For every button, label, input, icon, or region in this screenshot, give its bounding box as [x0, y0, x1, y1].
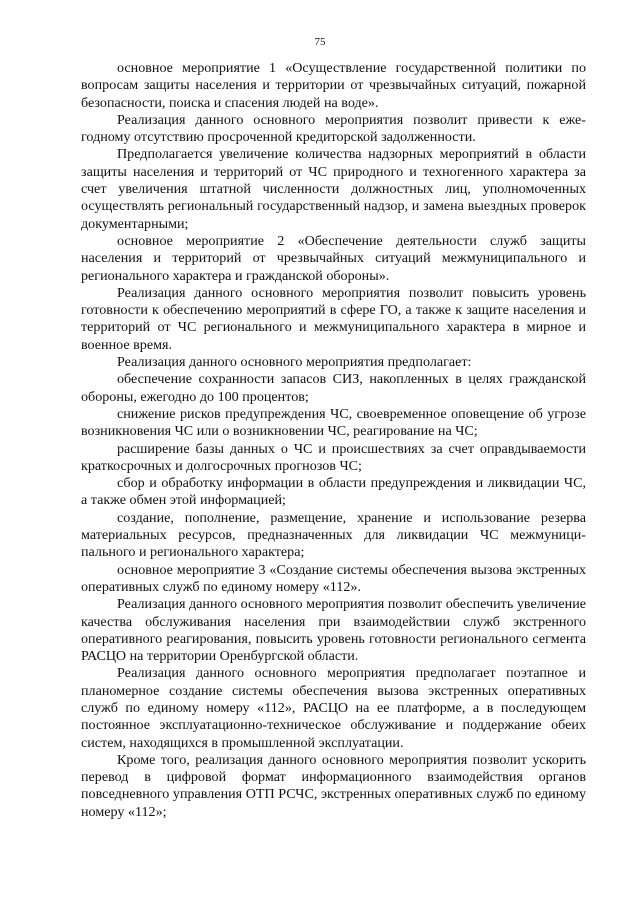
paragraph: Реализация данного основного мероприятия предполагает:	[117, 354, 472, 371]
paragraph: Реализация данного основного мероприятия позволит повысить уровень готовности к обеспечению мероприятий в сфере ГО, а также к защите населения и территорий от ЧС регионального и межмуниципального характера в мирное и военное время.	[81, 284, 586, 353]
page-number: 75	[314, 36, 326, 48]
paragraph: Предполагается увеличение количества надзорных мероприятий в области защиты населения и территорий от ЧС природного и техногенного характера за счет увеличения штатной численности должностных лиц, уполномоченных осуществлять региональный государственный надзор, и замена выездных проверок документарными;	[81, 146, 586, 232]
paragraph: основное мероприятие 2 «Обеспечение деятельности служб защиты населения и территорий от чрезвычайных ситуаций межмуниципального и регионального характера и гражданской обороны».	[81, 232, 586, 284]
paragraph: основное мероприятие 3 «Создание системы обеспечения вызова экстренных оперативных служб по единому номеру «112».	[81, 561, 586, 595]
paragraph: создание, пополнение, размещение, хранение и использование резерва материальных ресурсов, предназначенных для ликвидации ЧС межмуниципального и регионального характера;	[81, 509, 586, 561]
paragraph: расширение базы данных о ЧС и происшествиях за счет оправдываемости краткосрочных и долгосрочных прогнозов ЧС;	[81, 440, 586, 474]
body-text	[81, 60, 586, 821]
paragraph: Кроме того, реализация данного основного мероприятия позволит ускорить перевод в цифровой формат информационного взаимодействия органов повседневного управления ОТП РСЧС, экстренных оперативных служб по единому номеру «112»;	[81, 751, 586, 820]
paragraph: Реализация данного основного мероприятия предполагает поэтапное и планомерное создание системы обеспечения вызова экстренных оперативных служб по единому номеру «112», РАСЦО на ее платформе, а в последующем постоянное эксплуатационно-техническое обслуживание и поддержание обеих систем, находящихся в промышленной эксплуатации.	[81, 665, 586, 751]
paragraph: обеспечение сохранности запасов СИЗ, накопленных в целях гражданской обороны, ежегодно до 100 процентов;	[81, 371, 586, 405]
paragraph: основное мероприятие 1 «Осуществление государственной политики по вопросам защиты населения и территории от чрезвычайных ситуаций, пожарной безопасности, поиска и спасения людей на воде».	[81, 60, 586, 111]
paragraph: сбор и обработку информации в области предупреждения и ликвидации ЧС, а также обмен этой информацией;	[81, 475, 586, 509]
paragraph: снижение рисков предупреждения ЧС, своевременное оповещение об угрозе возникновения ЧС или о возникновении ЧС, реагирование на ЧС;	[81, 405, 586, 440]
paragraph: Реализация данного основного мероприятия позволит привести к ежегодному отсутствию просроченной кредиторской задолженности.	[81, 111, 586, 146]
paragraph: Реализация данного основного мероприятия позволит обеспечить увеличение качества обслуживания населения при взаимодействии служб экстренного оперативного реагирования, повысить уровень готовности регионального сегмента РАСЦО на территории Оренбургской области.	[81, 596, 586, 665]
